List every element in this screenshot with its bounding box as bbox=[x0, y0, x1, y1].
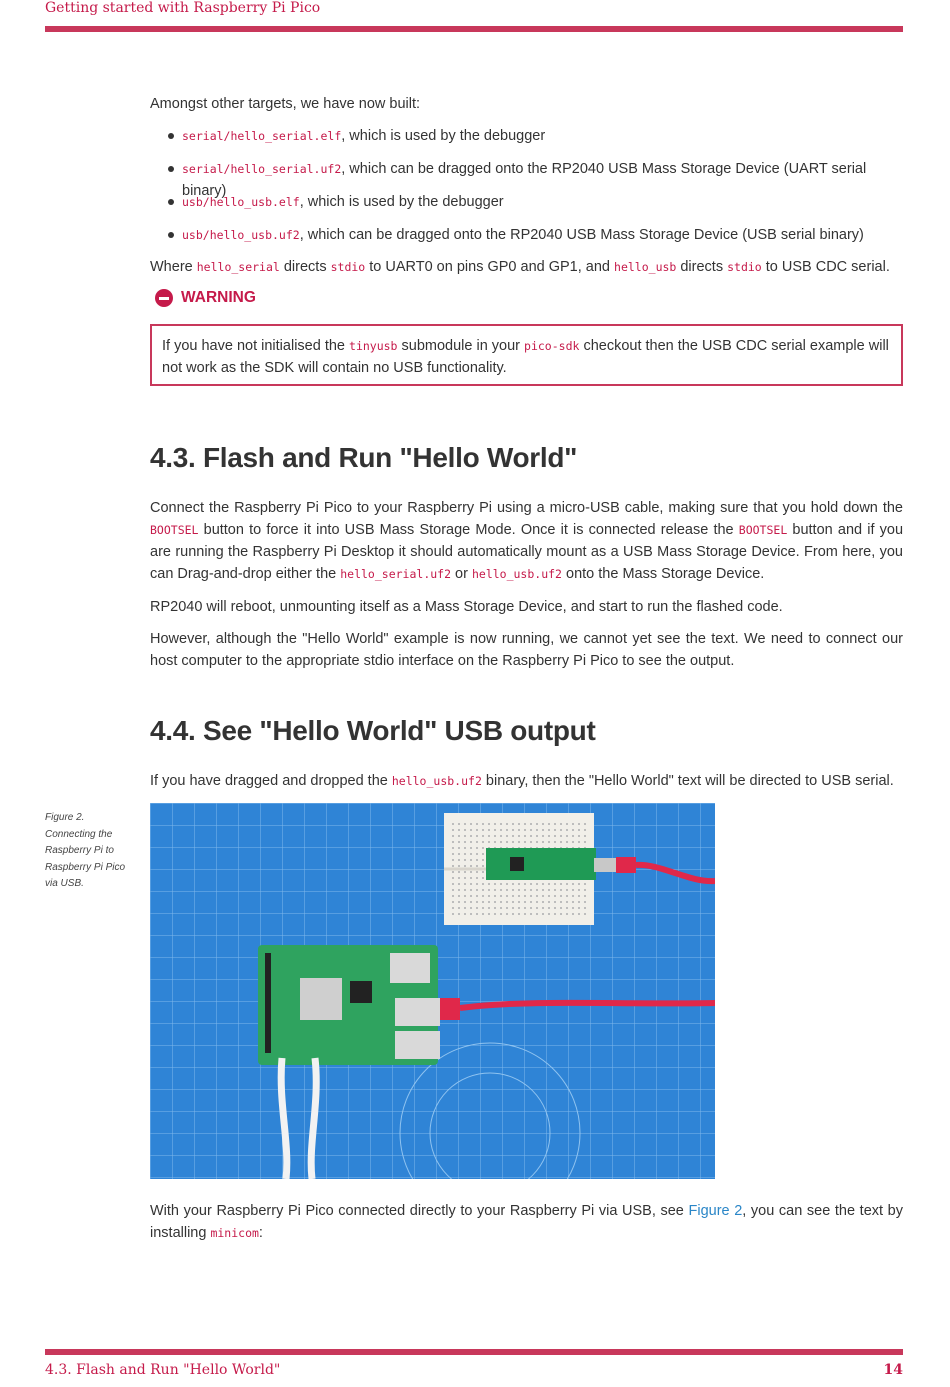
page-number: 14 bbox=[883, 1362, 903, 1378]
cutting-mat-photo bbox=[150, 803, 715, 1179]
minicom-paragraph: With your Raspberry Pi Pico connected directly to your Raspberry Pi via USB, see Figure 2, you can see the text by installing minicom: bbox=[150, 1203, 903, 1241]
however-paragraph: However, although the "Hello World" example is now running, we cannot yet see the text. We need to connect our host computer to the appropriate stdio interface on the Raspberry Pi Pico to see the output. bbox=[150, 631, 903, 669]
bullet-icon bbox=[168, 232, 174, 238]
figure-caption: Figure 2. Connecting the Raspberry Pi to Raspberry Pi Pico via USB. bbox=[45, 812, 126, 889]
figure-photo bbox=[150, 803, 715, 1179]
where-paragraph: Where hello_serial directs stdio to UART0 on pins GP0 and GP1, and hello_usb directs stdio to USB CDC serial. bbox=[150, 259, 890, 275]
intro-text: Amongst other targets, we have now built: bbox=[150, 96, 421, 112]
warning-icon bbox=[155, 289, 173, 307]
section-heading-4-4: 4.4. See "Hello World" USB output bbox=[150, 715, 596, 746]
list-item: usb/hello_usb.uf2, which can be dragged onto the RP2040 USB Mass Storage Device (USB serial binary) bbox=[150, 224, 903, 257]
warning-heading: WARNING bbox=[150, 289, 256, 307]
reboot-paragraph: RP2040 will reboot, unmounting itself as a Mass Storage Device, and start to run the flashed code. bbox=[150, 599, 783, 615]
bullet-icon bbox=[168, 166, 174, 172]
bullet-icon bbox=[168, 199, 174, 205]
usb-output-paragraph: If you have dragged and dropped the hello_usb.uf2 binary, then the "Hello World" text will be directed to USB serial. bbox=[150, 773, 894, 789]
running-header: Getting started with Raspberry Pi Pico bbox=[45, 0, 321, 16]
figure-2-link[interactable]: Figure 2 bbox=[688, 1203, 743, 1219]
flash-paragraph: Connect the Raspberry Pi Pico to your Raspberry Pi using a micro-USB cable, making sure that you hold down the BOOTSEL button to force it into USB Mass Storage Mode. Once it is connected release the BOOTSEL button and if you are running the Raspberry Pi Desktop it should automatically mount as a USB Mass Storage Device. From here, you can Drag-and-drop either the hello_serial.uf2 or hello_usb.uf2 onto the Mass Storage Device. bbox=[150, 500, 904, 582]
built-targets-list bbox=[150, 125, 903, 257]
list-item: usb/hello_usb.elf, which is used by the debugger bbox=[150, 191, 903, 224]
section-heading-4-3: 4.3. Flash and Run "Hello World" bbox=[150, 442, 578, 473]
footer-section-title: 4.3. Flash and Run "Hello World" bbox=[45, 1362, 281, 1378]
warning-text: If you have not initialised the tinyusb submodule in your pico-sdk checkout then the USB CDC serial example will not work as the SDK will contain no USB functionality. bbox=[162, 338, 889, 376]
list-item: serial/hello_serial.uf2, which can be dragged onto the RP2040 USB Mass Storage Device (UART serial binary) bbox=[150, 158, 903, 191]
list-item: serial/hello_serial.elf, which is used by the debugger bbox=[150, 125, 903, 158]
warning-box bbox=[150, 324, 903, 386]
bullet-icon bbox=[168, 133, 174, 139]
footer-rule bbox=[45, 1349, 903, 1355]
footer bbox=[45, 1362, 903, 1378]
header-rule bbox=[45, 26, 903, 32]
